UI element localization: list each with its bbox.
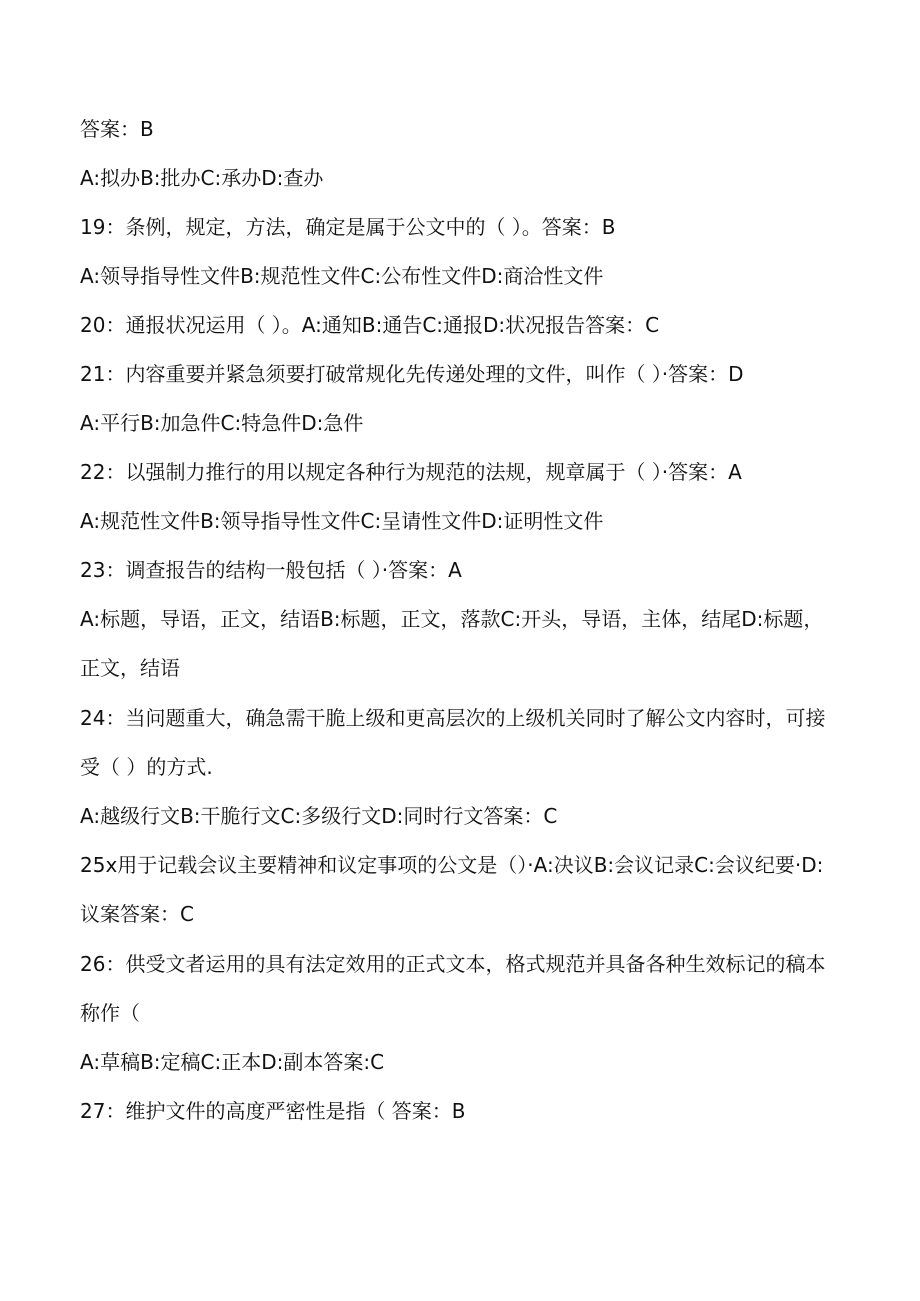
text-line: A:拟办B:批办C:承办D:查办 <box>80 166 324 190</box>
text-line: A:标题，导语，正文，结语B:标题，正文，落款C:开头，导语，主体，结尾D:标题， <box>80 607 824 631</box>
text-line: 称作（ <box>80 1001 140 1025</box>
text-line: 25x用于记载会议主要精神和议定事项的公文是（）·A:决议B:会议记录C:会议纪要·D: <box>80 853 824 877</box>
text-line: 22：以强制力推行的用以规定各种行为规范的法规，规章属于（ ）·答案：A <box>80 460 742 484</box>
text-line: 答案：B <box>80 117 154 141</box>
text-line: A:越级行文B:干脆行文C:多级行文D:同时行文答案：C <box>80 804 558 828</box>
text-line: 27：维护文件的高度严密性是指（ 答案：B <box>80 1099 466 1123</box>
text-line: 20：通报状况运用（ ）。A:通知B:通告C:通报D:状况报告答案：C <box>80 313 660 337</box>
text-line: A:领导指导性文件B:规范性文件C:公布性文件D:商洽性文件 <box>80 264 604 288</box>
text-line: A:平行B:加急件C:特急件D:急件 <box>80 411 364 435</box>
text-line: 26：供受文者运用的具有法定效用的正式文本，格式规范并具备各种生效标记的稿本 <box>80 952 826 976</box>
text-line: A:规范性文件B:领导指导性文件C:呈请性文件D:证明性文件 <box>80 509 604 533</box>
text-line: 受（ ）的方式. <box>80 755 213 779</box>
text-line: 正文，结语 <box>80 656 180 680</box>
text-line: 21：内容重要并紧急须要打破常规化先传递处理的文件，叫作（ ）·答案：D <box>80 362 744 386</box>
text-line: 议案答案：C <box>80 902 194 926</box>
text-line: 24：当问题重大，确急需干脆上级和更高层次的上级机关同时了解公文内容时，可接 <box>80 706 826 730</box>
text-line: 23：调查报告的结构一般包括（ ）·答案：A <box>80 558 462 582</box>
text-line: A:草稿B:定稿C:正本D:副本答案:C <box>80 1050 385 1074</box>
text-line: 19：条例，规定，方法，确定是属于公文中的（ ）。答案：B <box>80 215 616 239</box>
